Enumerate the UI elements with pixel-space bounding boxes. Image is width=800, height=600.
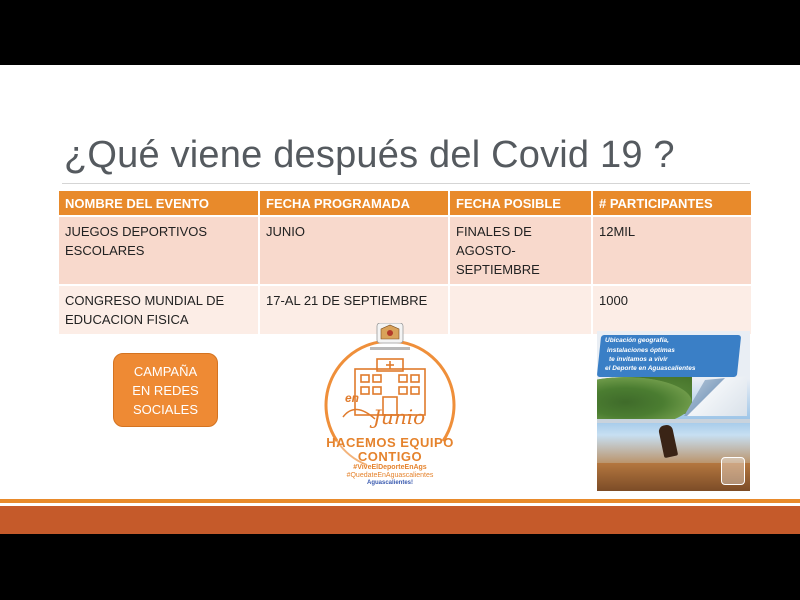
header-event-name: NOMBRE DEL EVENTO [59,191,259,216]
header-possible-date: FECHA POSIBLE [449,191,592,216]
header-scheduled-date: FECHA PROGRAMADA [259,191,449,216]
cell-possible-date [449,285,592,335]
events-table [59,191,751,336]
cell-scheduled-date: JUNIO [259,216,449,285]
logo-hashtag-1: #ViveElDeporteEnAgs [353,464,427,471]
logo-en-text: en [345,391,360,405]
logo-slogan-line2: CONTIGO [357,449,423,464]
poster-seal-icon [721,457,745,485]
seal-icon [377,323,403,343]
logo-month-text: Junio [373,405,426,429]
footer-accent-line [0,499,800,503]
poster-text-line2: instalaciones óptimas [607,347,675,354]
campaign-social-media-button[interactable]: CAMPAÑA EN REDES SOCIALES [113,353,218,427]
sports-promo-poster [597,331,750,491]
table-row [59,216,751,285]
logo-brand-text: Aguascalientes! [366,480,414,486]
cell-event-name: CONGRESO MUNDIAL DE EDUCACION FISICA [59,285,259,335]
table-header-row [59,191,751,216]
slide-title: ¿Qué viene después del Covid 19 ? [64,134,675,176]
poster-trees [597,377,692,419]
poster-text-line4: el Deporte en Aguascalientes [605,365,696,372]
logo-hashtag-2: #QuedateEnAguascalientes [346,472,434,479]
poster-text-line1: Ubicación geografía, [605,337,669,344]
cell-participants: 12MIL [592,216,751,285]
cell-event-name: JUEGOS DEPORTIVOS ESCOLARES [59,216,259,285]
footer-bar [0,506,800,534]
slide [0,65,800,534]
cell-possible-date: FINALES DE AGOSTO-SEPTIEMBRE [449,216,592,285]
poster-field [597,419,750,423]
header-participants: # PARTICIPANTES [592,191,751,216]
junio-campaign-logo [315,323,465,489]
poster-text-line3: te invitamos a vivir [609,356,668,363]
poster-athlete-figure [658,424,678,458]
title-divider [62,183,750,184]
logo-slogan-line1: HACEMOS EQUIPO [326,435,454,450]
cell-participants: 1000 [592,285,751,335]
cell-scheduled-date: 17-AL 21 DE SEPTIEMBRE [259,285,449,335]
